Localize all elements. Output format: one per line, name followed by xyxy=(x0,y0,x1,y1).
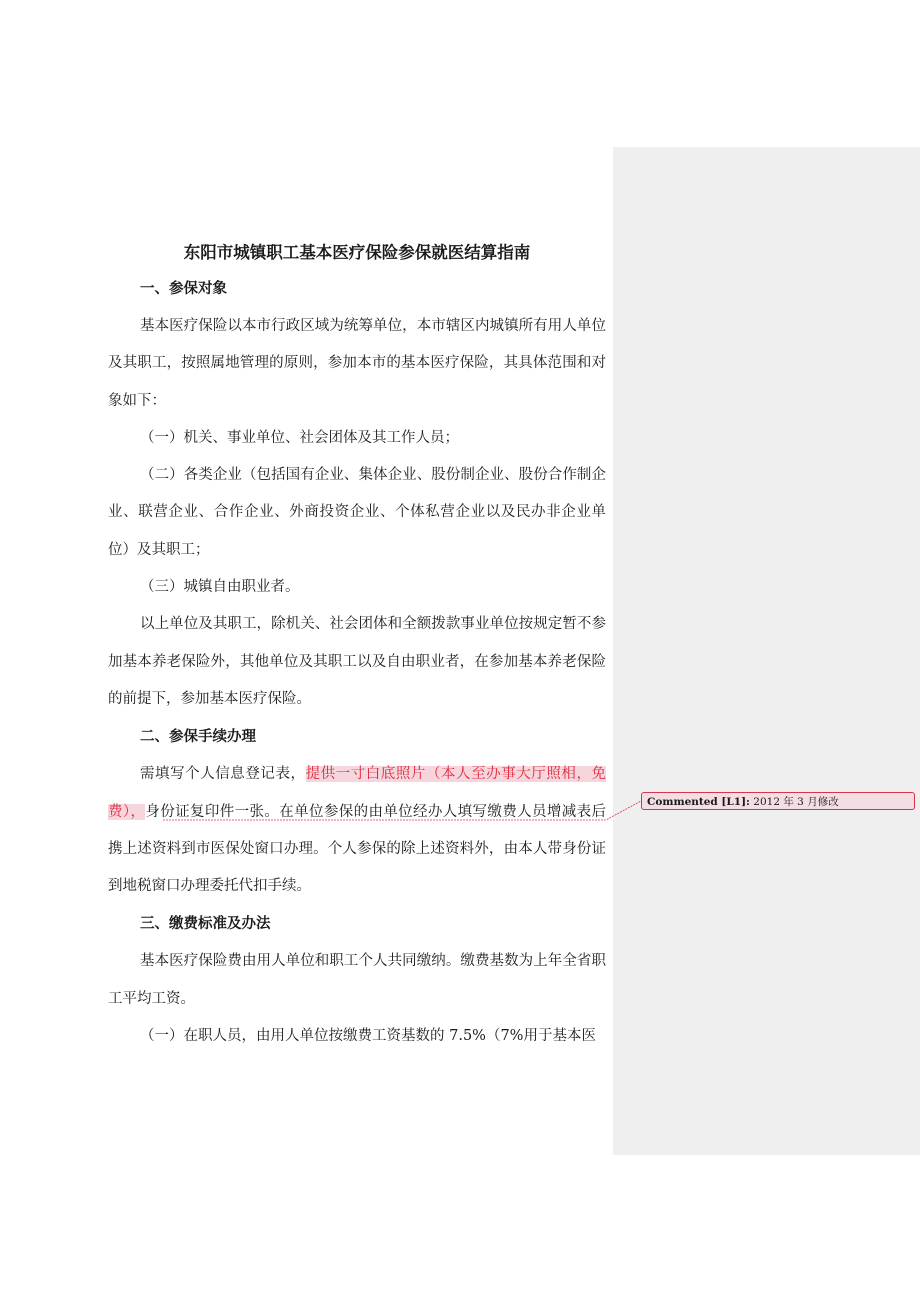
comment-balloon[interactable] xyxy=(641,792,915,810)
section-heading-3: 三、缴费标准及办法 xyxy=(140,916,271,933)
paragraph: 以上单位及其职工，除机关、社会团体和全额拨款事业单位按规定暂不参加基本养老保险外，其他单位及其职工以及自由职业者，在参加基本养老保险的前提下，参加基本医疗保险。 xyxy=(108,616,606,707)
paragraph: （三）城镇自由职业者。 xyxy=(140,579,300,596)
section-heading-1: 一、参保对象 xyxy=(140,281,227,297)
document-title: 东阳市城镇职工基本医疗保险参保就医结算指南 xyxy=(183,243,531,262)
comment-text: 2012 年 3 月修改 xyxy=(753,796,839,808)
commented-text-highlight[interactable]: 提供一寸白底照片（本人至办事大厅照相，免费）， xyxy=(108,766,607,820)
paragraph: 基本医疗保险费由用人单位和职工个人共同缴纳。缴费基数为上年全省职工平均工资。 xyxy=(108,953,606,1007)
document-body xyxy=(108,236,606,1055)
paragraph-text: 身份证复印件一张。在单位参保的由单位经办人填写缴费人员增减表后携上述资料到市医保处窗口办理。个人参保的除上述资料外，由本人带身份证到地税窗口办理委托代扣手续。 xyxy=(108,803,607,895)
paragraph: （一）在职人员，由用人单位按缴费工资基数的 7.5%（7%用于基本医 xyxy=(140,1028,596,1045)
paragraph: 基本医疗保险以本市行政区域为统筹单位，本市辖区内城镇所有用人单位及其职工，按照属地管理的原则，参加本市的基本医疗保险，其具体范围和对象如下： xyxy=(108,318,606,409)
paragraph-text: 需填写个人信息登记表， xyxy=(140,766,306,783)
paragraph: （二）各类企业（包括国有企业、集体企业、股份制企业、股份合作制企业、联营企业、合作企业、外商投资企业、个体私营企业以及民办非企业单位）及其职工； xyxy=(108,467,606,558)
paragraph-with-comment xyxy=(108,756,606,905)
paragraph: （一）机关、事业单位、社会团体及其工作人员； xyxy=(140,429,459,446)
comment-label: Commented [L1]: xyxy=(647,796,750,808)
comment-pane xyxy=(613,147,920,1155)
section-heading-2: 二、参保手续办理 xyxy=(140,729,256,746)
